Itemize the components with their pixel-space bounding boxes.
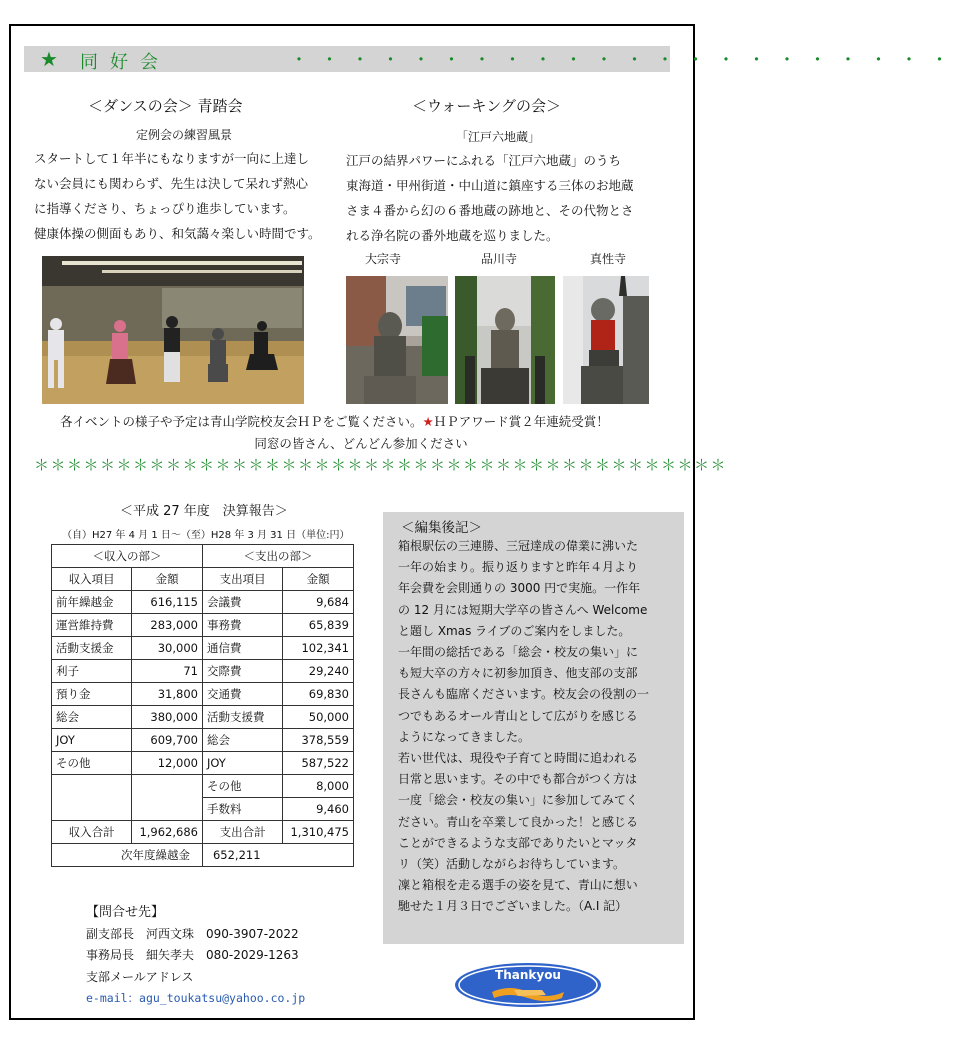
- expense-amount: 69,830: [283, 683, 354, 706]
- table-row: [52, 660, 354, 683]
- dance-title: ＜ダンスの会＞ 青踏会: [88, 97, 243, 115]
- red-star-icon: ★: [422, 414, 434, 429]
- note-line: 若い世代は、現役や子育てと時間に追われる: [398, 751, 639, 766]
- note-line: も短大卒の方々に初参加頂き、他支部の支部: [398, 666, 638, 681]
- income-header: ＜収入の部＞: [52, 545, 203, 568]
- income-item: JOY: [52, 729, 132, 752]
- income-item: 預り金: [52, 683, 132, 706]
- income-amount: 609,700: [132, 729, 203, 752]
- table-header-row: [52, 545, 354, 568]
- section-title: 同好会: [80, 52, 170, 73]
- col-expense-item: 支出項目: [202, 568, 282, 591]
- mail-label: 支部メールアドレス: [86, 969, 194, 984]
- vice-phone: 090-3907-2022: [206, 926, 299, 941]
- editor-note-title: ＜編集後記＞: [401, 520, 482, 536]
- income-item: その他: [52, 752, 132, 775]
- col-expense-amount: 金額: [283, 568, 354, 591]
- expense-item: その他: [202, 775, 282, 798]
- note-line: 年会費を会則通りの 3000 円で実施。一作年: [398, 581, 641, 596]
- walking-title: ＜ウォーキングの会＞: [412, 97, 561, 115]
- expense-item: 交際費: [202, 660, 282, 683]
- income-total: 1,962,686: [132, 821, 203, 844]
- daisouji-photo: [346, 276, 448, 404]
- contact-office: [86, 945, 305, 967]
- income-amount: 12,000: [132, 752, 203, 775]
- expense-item: JOY: [202, 752, 282, 775]
- carryover-label: 次年度繰越金: [52, 844, 203, 867]
- finance-table: [51, 544, 354, 867]
- finance-period: （自）H27 年 4 月 1 日～（至）H28 年 3 月 31 日（単位:円）: [62, 530, 350, 541]
- income-amount: [132, 775, 203, 821]
- temple-caption: 大宗寺: [365, 252, 402, 266]
- star-divider: ＊＊＊＊＊＊＊＊＊＊＊＊＊＊＊＊＊＊＊＊＊＊＊＊＊＊＊＊＊＊＊＊＊＊＊＊＊＊＊＊＊＊: [34, 456, 728, 474]
- table-row: [52, 775, 354, 798]
- note-line: と題し Xmas ライブのご案内をしました。: [398, 623, 631, 638]
- note-line: 一度「総会・校友の集い」に参加してみてく: [398, 793, 639, 808]
- dance-practice-photo: [42, 256, 304, 404]
- editor-note-text: [398, 536, 649, 918]
- income-amount: 616,115: [132, 591, 203, 614]
- carryover-row: [52, 844, 354, 867]
- contact-vice: [86, 924, 305, 946]
- walking-text: [346, 148, 634, 248]
- table-row: [52, 591, 354, 614]
- table-row: [52, 706, 354, 729]
- expense-item: 通信費: [202, 637, 282, 660]
- note-line: ださい。青山を卒業して良かった！と感じる: [398, 814, 639, 829]
- dance-line: に指導くださり、ちょっぴり進歩しています。: [34, 201, 296, 216]
- star-icon: ★: [40, 47, 58, 71]
- note-line: 日常と思います。その中でも都合がつく方は: [398, 772, 638, 787]
- note-line: 馳せた１月３日でございました。（A.I 記）: [398, 899, 628, 914]
- income-item: 活動支援金: [52, 637, 132, 660]
- expense-amount: 9,684: [283, 591, 354, 614]
- dance-line: スタートして１年半にもなりますが一向に上達し: [34, 151, 310, 166]
- income-amount: 283,000: [132, 614, 203, 637]
- table-row: [52, 729, 354, 752]
- income-item: 運営維持費: [52, 614, 132, 637]
- thankyou-badge: [454, 962, 602, 1008]
- table-row: [52, 752, 354, 775]
- dance-text: [34, 146, 321, 246]
- note-line: 一年の始まり。振り返りますと昨年４月より: [398, 560, 639, 575]
- col-income-amount: 金額: [132, 568, 203, 591]
- walking-line: 東海道・甲州街道・中山道に鎮座する三体のお地蔵: [346, 178, 634, 193]
- income-amount: 31,800: [132, 683, 203, 706]
- note-line: ようになってきました。: [398, 729, 531, 744]
- email-link[interactable]: e-mail：agu_toukatsu@yahoo.co.jp: [86, 991, 306, 1005]
- col-income-item: 収入項目: [52, 568, 132, 591]
- expense-amount: 50,000: [283, 706, 354, 729]
- office-phone: 080-2029-1263: [206, 948, 299, 962]
- expense-item: 交通費: [202, 683, 282, 706]
- vice-label: 副支部長 河西文珠: [86, 926, 195, 941]
- expense-amount: 29,240: [283, 660, 354, 683]
- income-total-label: 収入合計: [52, 821, 132, 844]
- income-item: 前年繰越金: [52, 591, 132, 614]
- shinshoji-photo: [563, 276, 649, 404]
- finance-title: ＜平成 27 年度 決算報告＞: [120, 504, 288, 519]
- expense-total: 1,310,475: [283, 821, 354, 844]
- income-item: 総会: [52, 706, 132, 729]
- walking-line: 江戸の結界パワーにふれる「江戸六地蔵」のうち: [346, 153, 622, 168]
- walking-line: さま４番から幻の６番地蔵の跡地と、その代物とさ: [346, 203, 634, 218]
- expense-item: 事務費: [202, 614, 282, 637]
- walking-subtitle: 「江戸六地蔵」: [455, 130, 540, 144]
- table-row: [52, 637, 354, 660]
- contact-title: 【問合せ先】: [86, 905, 165, 920]
- expense-item: 活動支援費: [202, 706, 282, 729]
- income-amount: 380,000: [132, 706, 203, 729]
- table-column-row: [52, 568, 354, 591]
- note-line: 凜と箱根を走る選手の姿を見て、青山に想い: [398, 878, 638, 893]
- events-invite: 同窓の皆さん、どんどん参加ください: [254, 436, 468, 451]
- expense-amount: 587,522: [283, 752, 354, 775]
- temple-caption: 真性寺: [590, 252, 627, 266]
- expense-amount: 9,460: [283, 798, 354, 821]
- note-line: の 12 月には短期大学卒の皆さんへ Welcome: [398, 602, 648, 617]
- table-row: [52, 683, 354, 706]
- award-text: ＨＰアワード賞２年連続受賞！: [433, 414, 609, 429]
- expense-amount: 102,341: [283, 637, 354, 660]
- income-amount: 71: [132, 660, 203, 683]
- income-item: [52, 775, 132, 821]
- note-line: 長さんも臨席くださいます。校友会の役割の一: [398, 687, 650, 702]
- expense-header: ＜支出の部＞: [202, 545, 353, 568]
- note-line: つでもあるオール青山として広がりを感じる: [398, 708, 638, 723]
- expense-amount: 65,839: [283, 614, 354, 637]
- expense-amount: 378,559: [283, 729, 354, 752]
- expense-item: 会議費: [202, 591, 282, 614]
- note-line: 箱根駅伝の三連勝、三冠達成の偉業に沸いた: [398, 539, 639, 553]
- contact-block: [86, 902, 305, 1010]
- thankyou-text: Thankyou: [495, 968, 561, 982]
- carryover-amount: 652,211: [202, 844, 353, 867]
- dance-line: 健康体操の側面もあり、和気藹々楽しい時間です。: [34, 226, 321, 241]
- income-item: 利子: [52, 660, 132, 683]
- office-label: 事務局長 細矢孝夫: [86, 948, 195, 962]
- header-dots: ・・・・・・・・・・・・・・・・・・・・・・: [290, 50, 961, 71]
- editor-note-box: [383, 512, 684, 944]
- events-text: 各イベントの様子や予定は青山学院校友会ＨＰをご覧ください。: [60, 414, 423, 429]
- dance-subtitle: 定例会の練習風景: [135, 128, 232, 142]
- table-row: [52, 614, 354, 637]
- note-line: ことができるような支部でありたいとマッタ: [398, 835, 638, 850]
- note-line: リ（笑）活動しながらお待ちしています。: [398, 857, 626, 872]
- temple-caption: 品川寺: [481, 252, 518, 266]
- expense-amount: 8,000: [283, 775, 354, 798]
- shinagawaji-photo: [455, 276, 555, 404]
- dance-line: ない会員にも関わらず、先生は決して呆れず熱心: [34, 176, 309, 191]
- totals-row: [52, 821, 354, 844]
- section-header: [24, 46, 961, 73]
- walking-line: れる浄名院の番外地蔵を巡りました。: [346, 228, 559, 243]
- expense-total-label: 支出合計: [202, 821, 282, 844]
- income-amount: 30,000: [132, 637, 203, 660]
- expense-item: 手数料: [202, 798, 282, 821]
- note-line: 一年間の総括である「総会・校友の集い」に: [398, 645, 639, 660]
- expense-item: 総会: [202, 729, 282, 752]
